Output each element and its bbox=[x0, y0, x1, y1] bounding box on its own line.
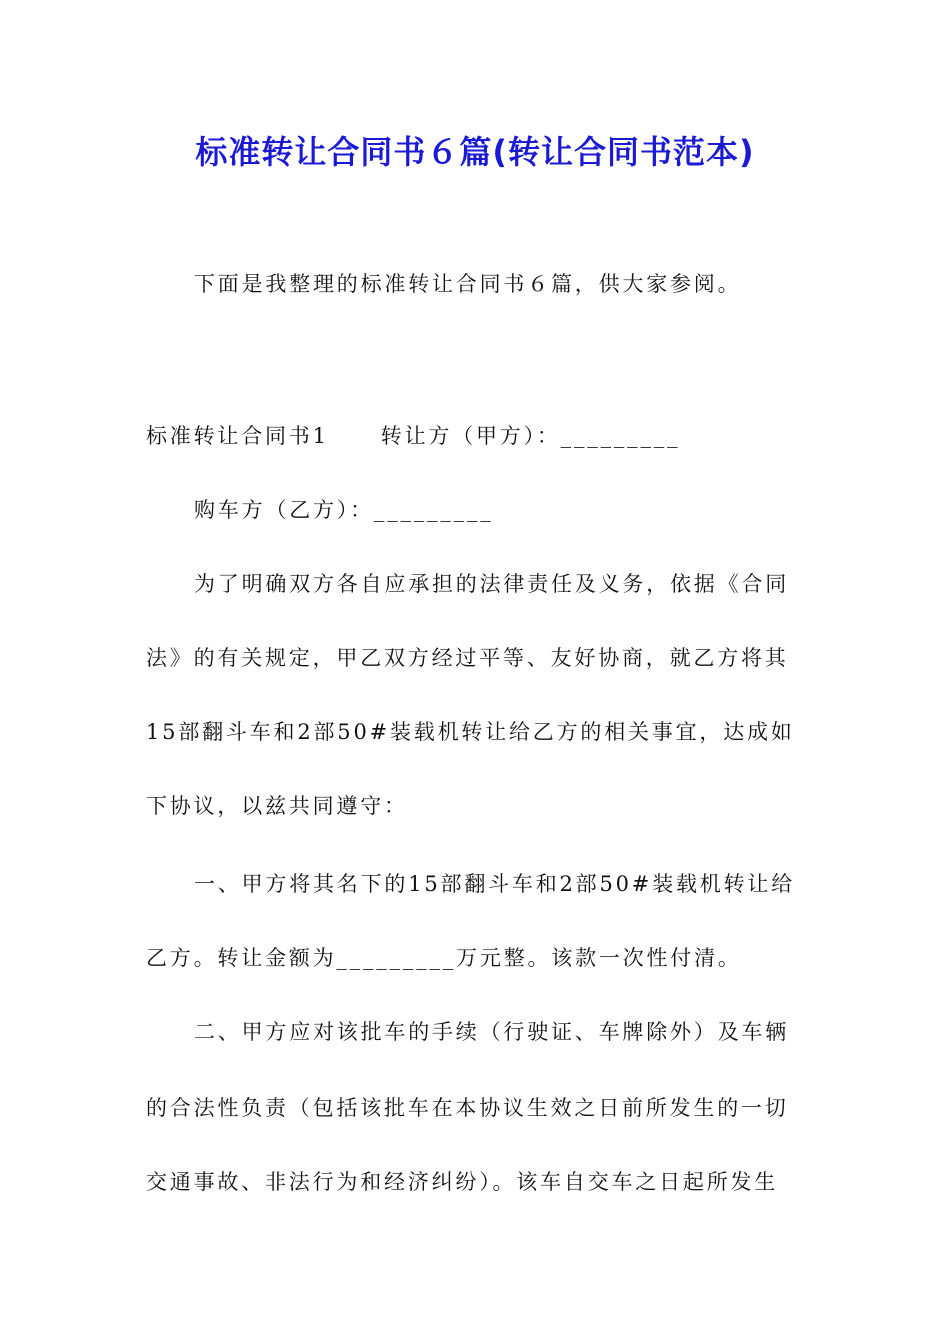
clause-2-line: 二、甲方应对该批车的手续（行驶证、车牌除外）及车辆 bbox=[194, 1020, 789, 1044]
buyer-line: 购车方（乙方）：_________ bbox=[194, 498, 494, 522]
clause-2-line: 交通事故、非法行为和经济纠纷）。该车自交车之日起所发生 bbox=[146, 1170, 779, 1194]
preamble-line: 下协议，以兹共同遵守： bbox=[146, 794, 408, 818]
document-title: 标准转让合同书６篇(转让合同书范本) bbox=[195, 133, 755, 171]
transferor-line: 转让方（甲方）：_________ bbox=[380, 424, 681, 448]
section-heading-line bbox=[146, 418, 806, 454]
preamble-line: 法》的有关规定，甲乙双方经过平等、友好协商，就乙方将其 bbox=[146, 646, 789, 670]
clause-1-line: 乙方。转让金额为_________万元整。该款一次性付清。 bbox=[146, 946, 742, 970]
clause-2-line: 的合法性负责（包括该批车在本协议生效之日前所发生的一切 bbox=[146, 1096, 789, 1120]
section-label: 标准转让合同书1 bbox=[146, 424, 329, 448]
preamble-line: 为了明确双方各自应承担的法律责任及义务，依据《合同 bbox=[194, 572, 789, 596]
preamble-line: 15部翻斗车和2部50#装载机转让给乙方的相关事宜，达成如 bbox=[146, 720, 795, 744]
clause-1-line: 一、甲方将其名下的15部翻斗车和2部50#装载机转让给 bbox=[194, 872, 795, 896]
intro-paragraph: 下面是我整理的标准转让合同书６篇，供大家参阅。 bbox=[194, 272, 742, 296]
